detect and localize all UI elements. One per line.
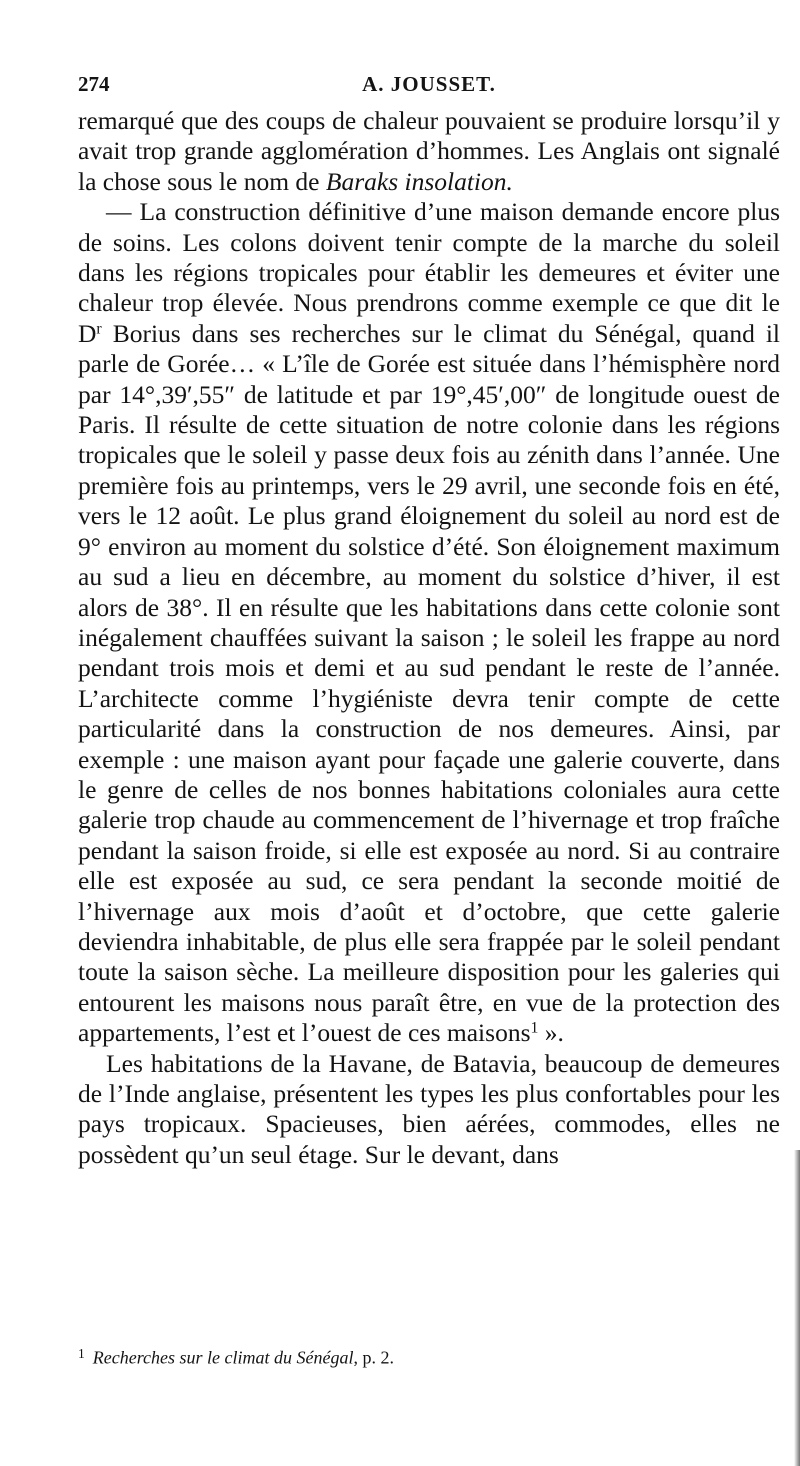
- paragraph-2-text-end: ».: [538, 1018, 564, 1048]
- paragraph-2: [78, 197, 780, 1048]
- page-header: [78, 72, 780, 106]
- paragraph-2-text-start: — La construction définitive d’une maison demande encore plus de soins. Les colons doivent tenir compte de la marche du soleil dans les régions tropicales pour établir les demeures et éviter une chaleur trop élevée. Nous prendrons comme exemple ce que dit le D: [78, 197, 780, 348]
- book-page: [78, 72, 780, 1170]
- doctor-abbrev-superscript: r: [96, 320, 102, 338]
- paragraph-1-text: remarqué que des coups de chaleur pouvaient se produire lorsqu’il y avait trop grande agglomération d’hommes. Les Anglais ont signalé la chose sous le nom de: [78, 106, 780, 196]
- footnote-reference: 1: [530, 1019, 539, 1037]
- body-text: [78, 106, 780, 1170]
- paragraph-2-text-main: Borius dans ses recherches sur le climat du Sénégal, quand il parle de Gorée… « L’île de Gorée est située dans l’hémisphère nord par 14°,39′,55″ de latitude et par 19°,45′,00″ de longitude ouest de Paris. Il résulte de cette situation de notre colonie dans les régions tropicales que le soleil y passe deux fois au zénith dans l’année. Une première fois au printemps, vers le 29 avril, une seconde fois en été, vers le 12 août. Le plus grand éloignement du soleil au nord est de 9° environ au moment du solstice d’été. Son éloignement maximum au sud a lieu en décembre, au moment du solstice d’hiver, il est alors de 38°. Il en résulte que les habitations dans cette colonie sont inégalement chauffées suivant la saison ; le soleil les frappe au nord pendant trois mois et demi et au sud pendant le reste de l’année. L’architecte comme l’hygiéniste devra tenir compte de cette particularité dans la construction de nos demeures. Ainsi, par exemple : une maison ayant pour façade une galerie couverte, dans le genre de celles de nos bonnes habitations coloniales aura cette galerie trop chaude au commencement de l’hivernage et trop fraîche pendant la saison froide, si elle est exposée au nord. Si au contraire elle est exposée au sud, ce sera pendant la seconde moitié de l’hivernage aux mois d’août et d’octobre, que cette galerie deviendra inhabitable, de plus elle sera frappée par le soleil pendant toute la saison sèche. La meilleure disposition pour les galeries qui entourent les maisons nous paraît être, en vue de la protection des appartements, l’est et l’ouest de ces maisons: [78, 318, 780, 1048]
- paragraph-1-italic: Baraks insolation.: [325, 166, 513, 196]
- running-head: A. JOUSSET.: [362, 72, 496, 96]
- page-edge-shadow: [794, 1150, 800, 1466]
- page-number: 274: [78, 72, 110, 96]
- paragraph-3-text: Les habitations de la Havane, de Batavia, beaucoup de demeures de l’Inde anglaise, présentent les types les plus confortables pour les pays tropicaux. Spacieuses, bien aérées, commodes, elles ne possèdent qu’un seul étage. Sur le devant, dans: [78, 1048, 780, 1169]
- footnote-rest: , p. 2.: [353, 1347, 395, 1368]
- footnote-mark: 1: [78, 1346, 85, 1361]
- paragraph-3: [78, 1049, 780, 1171]
- footnote: [78, 1343, 780, 1368]
- footnote-title: Recherches sur le climat du Sénégal: [92, 1347, 354, 1368]
- paragraph-1: [78, 106, 780, 197]
